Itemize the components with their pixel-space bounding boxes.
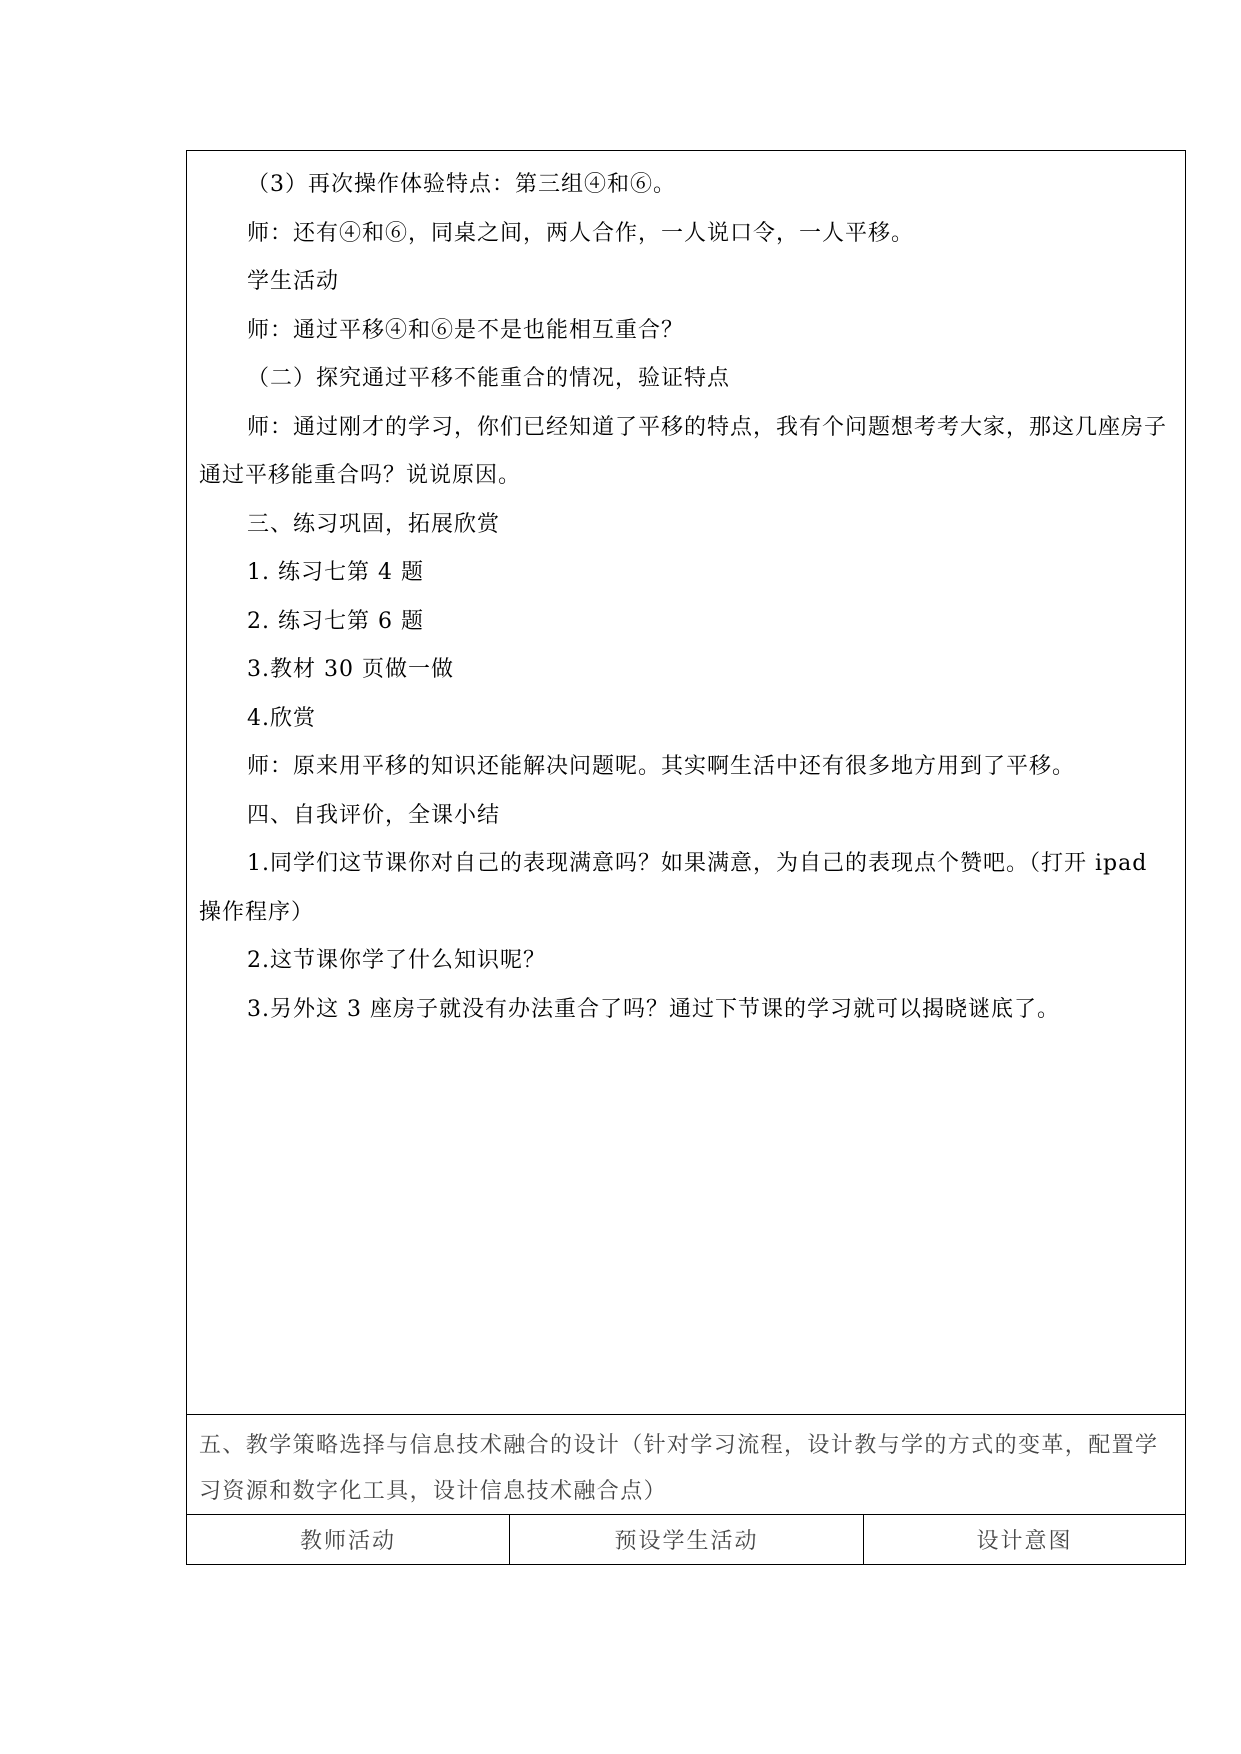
strategy-cell xyxy=(187,1415,1185,1515)
paragraph: 3.教材 30 页做一做 xyxy=(247,657,454,682)
paragraph: 四、自我评价，全课小结 xyxy=(247,802,501,828)
paragraph: 1.同学们这节课你对自己的表现满意吗？如果满意，为自己的表现点个赞吧。（打开 ipad 操作程序） xyxy=(199,851,1148,925)
header-student-activity: 预设学生活动 xyxy=(510,1515,864,1564)
paragraph: 师：原来用平移的知识还能解决问题呢。其实啊生活中还有很多地方用到了平移。 xyxy=(247,754,1076,779)
paragraph: （3）再次操作体验特点：第三组④和⑥。 xyxy=(247,172,676,197)
table-header-row xyxy=(187,1515,1185,1564)
paragraph: 师：还有④和⑥，同桌之间，两人合作，一人说口令，一人平移。 xyxy=(247,220,915,246)
strategy-title: 五、教学策略选择与信息技术融合的设计（针对学习流程，设计教与学的方式的变革，配置学习资源和数字化工具，设计信息技术融合点） xyxy=(199,1433,1159,1504)
paragraph: 学生活动 xyxy=(247,269,340,294)
paragraph: 1. 练习七第 4 题 xyxy=(247,560,424,585)
paragraph: 3.另外这 3 座房子就没有办法重合了吗？通过下节课的学习就可以揭晓谜底了。 xyxy=(247,996,1060,1022)
paragraph: 师：通过平移④和⑥是不是也能相互重合？ xyxy=(247,317,685,343)
lesson-content-cell xyxy=(187,151,1185,1415)
header-teacher-activity: 教师活动 xyxy=(187,1515,510,1564)
paragraph: 2.这节课你学了什么知识呢？ xyxy=(247,948,546,973)
paragraph: （二）探究通过平移不能重合的情况，验证特点 xyxy=(247,366,731,391)
lesson-plan-table xyxy=(186,150,1186,1565)
header-design-intent: 设计意图 xyxy=(976,1529,1073,1554)
paragraph: 师：通过刚才的学习，你们已经知道了平移的特点，我有个问题想考考大家，那这几座房子通过平移能重合吗？说说原因。 xyxy=(199,414,1168,488)
paragraph: 三、练习巩固，拓展欣赏 xyxy=(247,511,501,537)
paragraph: 2. 练习七第 6 题 xyxy=(247,608,424,634)
paragraph: 4.欣赏 xyxy=(247,705,316,731)
